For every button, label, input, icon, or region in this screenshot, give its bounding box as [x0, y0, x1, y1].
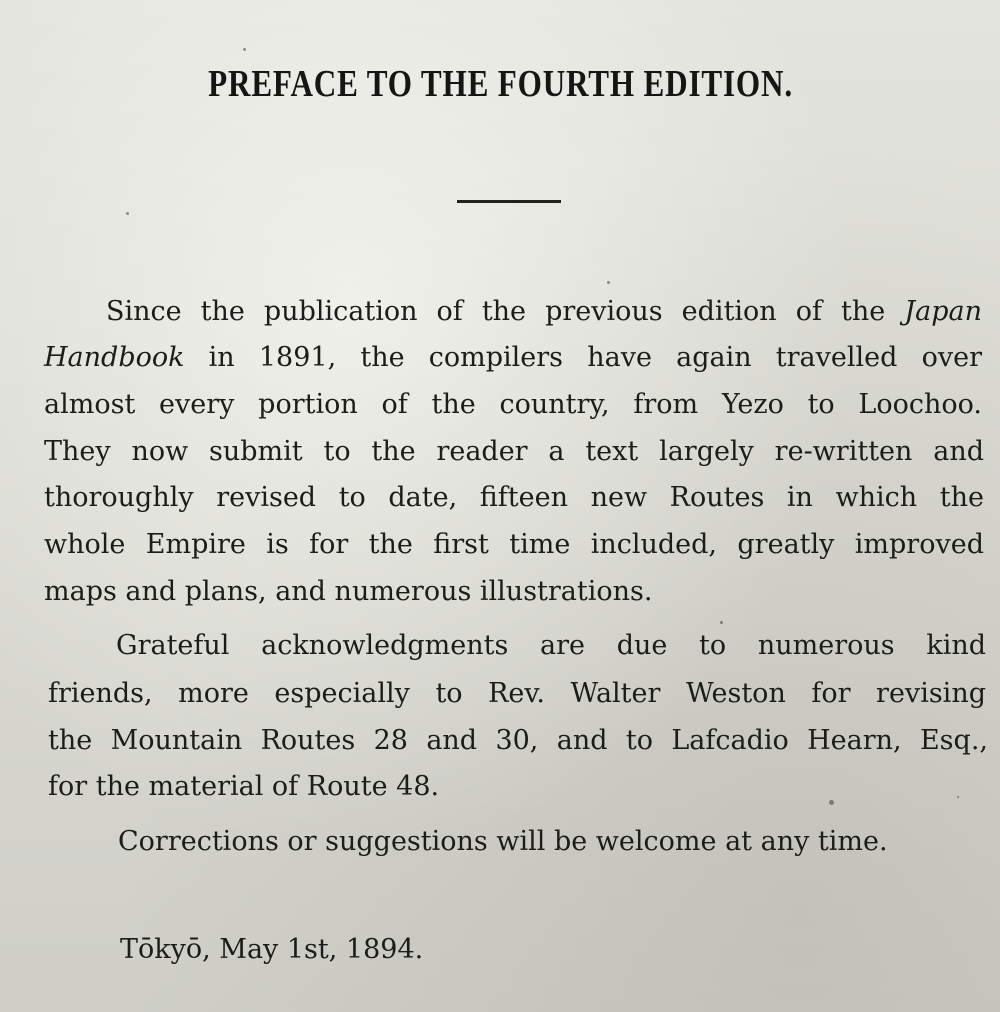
paper-speck [607, 281, 610, 284]
book-title-italic: Japan [904, 296, 982, 327]
paragraph-2-line-2: friends, more especially to Rev. Walter Weston for revising [48, 678, 986, 709]
paragraph-1-line-2: Handbook in 1891, the compilers have again travelled over [44, 342, 982, 373]
paragraph-2-line-3: the Mountain Routes 28 and 30, and to Lafcadio Hearn, Esq., [48, 725, 988, 756]
paragraph-1-line-5: thoroughly revised to date, fifteen new Routes in which the [44, 482, 984, 513]
paragraph-1-line-7: maps and plans, and numerous illustrations. [44, 576, 653, 607]
paragraph-1-line-3: almost every portion of the country, from Yezo to Loochoo. [44, 389, 982, 420]
paragraph-1-line-4: They now submit to the reader a text largely re-written and [44, 436, 984, 467]
paper-speck [720, 621, 723, 624]
paragraph-1-line-1: Since the publication of the previous edition of the Japan [106, 296, 982, 327]
signoff-line: Tōkyō, May 1st, 1894. [120, 934, 424, 965]
preface-title: PREFACE TO THE FOURTH EDITION. [208, 63, 793, 105]
book-title-italic: Handbook [44, 342, 185, 373]
paragraph-1-line-6: whole Empire is for the first time included, greatly improved [44, 529, 984, 560]
title-divider [457, 200, 561, 203]
paper-speck [243, 48, 246, 51]
paragraph-2-line-1: Grateful acknowledgments are due to numerous kind [116, 630, 986, 661]
paragraph-2-line-4: for the material of Route 48. [48, 771, 440, 802]
paper-speck [957, 796, 959, 798]
paper-speck [126, 212, 129, 215]
paper-speck [829, 800, 834, 805]
paragraph-3-line-1: Corrections or suggestions will be welcome at any time. [118, 826, 888, 857]
